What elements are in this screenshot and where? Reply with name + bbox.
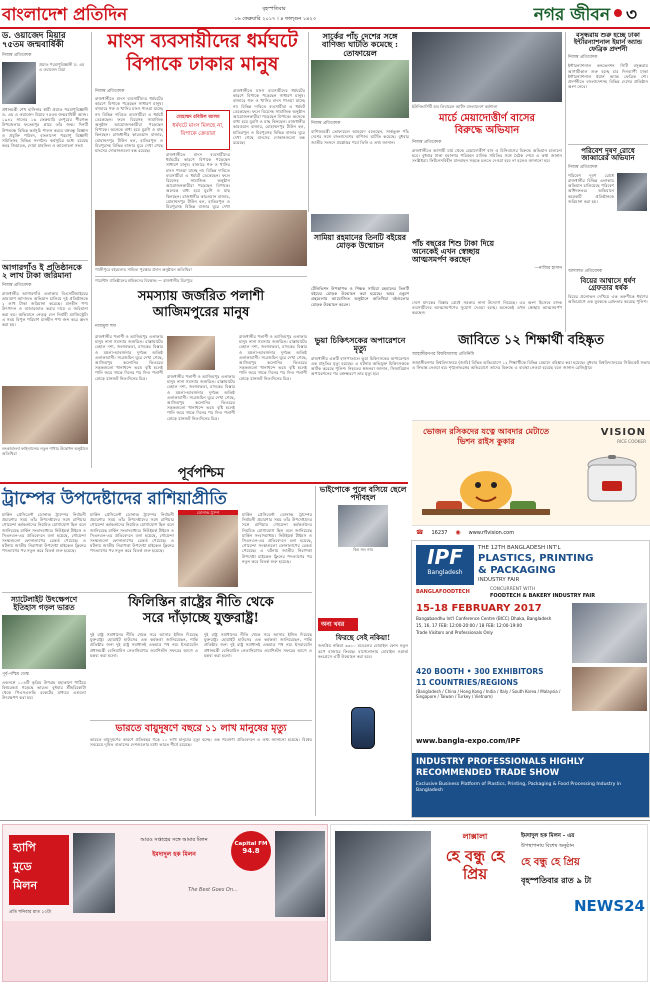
palashi-text-1: রাজধানীর পলাশী ও আজিমপুর এলাকার মানুষ নানা সমস্যায় জর্জরিত। রাস্তাঘাটের বেহাল দশা, জলাবদ্ধতা, মাদকের বিস্তার ও ময়লা-আবর্জনার দুর্গন্ধে অতিষ্ঠ এলাকাবাসী। সরেজমিন ঘুরে দেখা গেছে, আজিমপুর কলোনির ভিতরের সড়কগুলো খানাখন্দে ভরা। বৃষ্টি হলেই পানি জমে থাকে দিনের পর দিন। পলাশী মোড়ে যানজট নিত্যদিনের চিত্র। bbox=[95, 334, 163, 381]
ipf-banner-1: INDUSTRY PROFESSIONALS HIGHLY bbox=[416, 757, 585, 767]
trump-photo bbox=[178, 515, 238, 587]
saarc-text: বাণিজ্যমন্ত্রী তোফায়েল আহমেদ বলেছেন, সার্কভুক্ত পাঁচ দেশের সঙ্গে বাংলাদেশের বাণিজ্য ঘাটতি কমেছে। বুধবার জাতীয় সংসদে প্রশ্নোত্তর পর্বে তিনি এ তথ্য জানান। bbox=[311, 129, 409, 145]
palestine-title-1: ফিলিস্তিন রাষ্ট্রের নীতি থেকে bbox=[128, 595, 274, 610]
ipf-url[interactable]: www.bangla-expo.com/IPF bbox=[416, 737, 521, 745]
section-title: নগর জীবন bbox=[533, 5, 610, 25]
india-title: ভারতে বায়ুদূষণে বছরে ১১ লাখ মানুষের মৃত্যু bbox=[115, 723, 287, 734]
masthead-logo: বাংলাদেশ প্রতিদিন bbox=[2, 5, 128, 25]
phone-icon: ☎ bbox=[416, 529, 424, 536]
masthead-day: বৃহস্পতিবার bbox=[262, 6, 286, 12]
capital-fm-sub: প্রতি শনিবার রাত ১০টা bbox=[9, 910, 51, 915]
ipf-banner-3: Exclusive Business Platform of Plastics, Printing, Packaging & Food Processing Industry in Bangladesh bbox=[416, 782, 621, 793]
rule-right-1 bbox=[568, 144, 648, 145]
obituary-title: ড. ওয়াজেদ মিয়ার ৭৫তম জন্মবার্ষিকী bbox=[2, 31, 66, 50]
lead-headline bbox=[95, 32, 310, 84]
trump-text-3: মার্কিন প্রেসিডেন্ট ডোনাল্ড ট্রাম্পের নির্বাচনী প্রচারণার সময় তাঁর উপদেষ্টাদের সঙ্গে রাশিয়ার গোয়েন্দা কর্মকর্তাদের নিয়মিত যোগাযোগ ছিল বলে জানিয়েছে মার্কিন সংবাদমাধ্যম। নিউইয়র্ক টাইমস ও সিএনএন-এর প্রতিবেদনে বলা হয়েছে, গোয়েন্দা সংস্থাগুলো ফোনালাপের রেকর্ড পেয়েছে। এ ঘটনায় জাতীয় নিরাপত্তা উপদেষ্টা মাইকেল ফ্লিনের পদত্যাগের পর নতুন করে বিতর্ক শুরু হয়েছে। bbox=[242, 512, 312, 564]
bhaijan-title: ভাইপোকে পুলে বসিয়ে ছেলে পর্দাবহল bbox=[319, 485, 407, 502]
jabi-byline: জাহাঙ্গীরনগর বিশ্ববিদ্যালয় প্রতিনিধি bbox=[412, 351, 475, 357]
pollution-byline: নিজস্ব প্রতিবেদক bbox=[568, 164, 598, 170]
palestine-text-1: দুই রাষ্ট্র সমাধানের নীতি থেকে সরে আসার ইঙ্গিত দিয়েছে যুক্তরাষ্ট্র। হোয়াইট হাউসের এক কর্মকর্তা জানিয়েছেন, শান্তি প্রতিষ্ঠার জন্য দুই রাষ্ট্র সমাধানই একমাত্র পথ নয়। ইসরায়েলি প্রধানমন্ত্রী বেনিয়ামিন নেতানিয়াহুর ওয়াশিংটন সফরের আগে এ মন্তব্য করা হলো। bbox=[90, 632, 198, 658]
march-byline: নিজস্ব প্রতিবেদক bbox=[412, 140, 442, 145]
pollution-photo bbox=[617, 173, 647, 211]
ipf-venue: Bangabandhu Int'l Conference Centre (BICC) Dhaka, Bangladesh bbox=[416, 616, 552, 621]
vision-headline: ভোজন রসিকদের যত্নে আবদার মেটাতে ভিশন রাইস কুকার bbox=[423, 426, 549, 446]
saarc-story bbox=[311, 32, 409, 212]
capital-fm-ad[interactable] bbox=[2, 824, 328, 982]
pollution-title: পরিবেশ দূষণ রোধে জাব্বারের অভিযান bbox=[581, 146, 635, 163]
satellite-byline: পূর্ব-পশ্চিম ডেস্ক bbox=[2, 671, 29, 677]
bhua-text: রাজধানীর একটি হাসপাতালে ভুয়া চিকিৎসকের অপারেশনে এক প্রসূতির মৃত্যু হয়েছে। এ ঘটনায় অভিযুক্ত চিকিৎসককে আটক করেছে পুলিশ। নিহতের স্বজনরা জানান, সিজারিয়ান অপারেশনের পর রক্তক্ষরণে তার মৃত্যু হয়। bbox=[311, 355, 409, 377]
milon-photo-left bbox=[73, 833, 115, 913]
bhaijan-story bbox=[318, 486, 408, 616]
rule-h-1 bbox=[95, 276, 307, 277]
capital-fm-slogan: The Best Goes On... bbox=[188, 887, 238, 893]
ipf-country-list: (Bangladesh / China / Hong Kong / India / Italy / South Korea / Malaysia / Singapore / Taiwan / Turkey / Vietnam) bbox=[416, 689, 561, 699]
bookfair-caption: গাজীপুরে বইমেলায় সাহিত্য পুরস্কার প্রদান অনুষ্ঠানে অতিথিরা bbox=[95, 267, 192, 272]
masthead-date: ১৬ ফেব্রুয়ারি ২০১৭ । ৪ ফাল্গুন ১৪২৩ bbox=[234, 16, 316, 22]
nomination-title-3: আত্মসমর্পণ করছেন bbox=[412, 254, 471, 264]
news24-brand: লাক্সালা bbox=[462, 832, 488, 841]
news24-ad[interactable] bbox=[330, 824, 648, 982]
nomination-story bbox=[412, 240, 562, 298]
trump-headline: ট্রাম্পের উপদেষ্টাদের রাশিয়াপ্রীতি bbox=[2, 489, 227, 509]
ipf-concurrent-label: CONCURRENT WITH bbox=[490, 587, 536, 592]
lead-quote: ধর্মঘটে মাংস মিলছে না, বিপাকে ক্রেতারা bbox=[172, 123, 224, 137]
rule-h-2 bbox=[2, 592, 312, 593]
jabi-text: জাহাঙ্গীরনগর বিশ্ববিদ্যালয়ে (জাবি) বিভিন্ন অভিযোগে ১২ শিক্ষার্থীকে বিভিন্ন মেয়াদে বহিষ্কার করা হয়েছে। বুধবার বিশ্ববিদ্যালয়ের সিন্ডিকেট সভায় এ সিদ্ধান্ত নেওয়া হয়। শৃঙ্খলাভঙ্গের অভিযোগে তাদের বিরুদ্ধে এ ব্যবস্থা নেওয়া হয়েছে বলে জানান রেজিস্ট্রার। bbox=[412, 359, 650, 370]
ipf-stats bbox=[416, 667, 566, 727]
ipf-visitors: Trade Visitors and Professionals Only bbox=[416, 630, 493, 635]
trump-caption: ডোনাল্ড ট্রাম্প bbox=[178, 510, 238, 515]
march-title-2: বিরুদ্ধে অভিযান bbox=[454, 124, 520, 136]
lead-quote-label: মোহাম্মদ রবিউল আলম bbox=[176, 115, 220, 120]
nomination-text: দেশে মাদকের বিস্তার রোধে সরকার নানা উদ্যোগ নিয়েছে। এর অংশ হিসেবে মাদক ব্যবসায়ীদের আত্মসমর্পণের সুযোগ দেওয়া হচ্ছে। অনেকেই এখন স্বেচ্ছায় আত্মসমর্পণ করছেন। bbox=[412, 300, 562, 316]
ipf-machine-photo bbox=[572, 603, 647, 663]
rule-vertical-4 bbox=[315, 486, 316, 816]
agargaon-text: রাজধানীর আগারগাঁও এলাকায় বিএসটিআইয়ের ভ্রাম্যমাণ আদালত অভিযান চালিয়ে দুই প্রতিষ্ঠানকে ২ লাখ টাকা জরিমানা করেছে। মানহীন পণ্য উৎপাদন ও বাজারজাত করার দায়ে এ জরিমানা করা হয়। অভিযানে নেতৃত্ব দেন নির্বাহী ম্যাজিস্ট্রেট। এ সময় বিপুল পরিমাণ মানহীন পণ্য জব্দ করে ধ্বংস করা হয়। bbox=[2, 290, 88, 327]
agargaon-title: আগারগাঁও ই প্রতিষ্ঠানকে ২ লাখ টাকা জরিমানা bbox=[2, 262, 82, 281]
samia-text-title: টেলিভিশন উপস্থাপক ও শিক্ষক সামিয়া রহমানের তিনটি বইয়ের মোড়ক উন্মোচন করা হয়েছে। অমর একুশে গ্রন্থমেলায় আয়োজিত অনুষ্ঠানে অতিথিরা বইগুলোর মোড়ক উন্মোচন করেন। bbox=[311, 286, 409, 307]
ipf-countries: 11 COUNTRIES/REGIONS bbox=[416, 678, 519, 687]
ipf-concurrent: FOODTECH & BAKERY INDUSTRY FAIR bbox=[490, 593, 596, 599]
satellite-photo bbox=[2, 615, 86, 669]
news24-promo-1: ইমদাদুল হক মিলন - এর bbox=[521, 833, 575, 839]
vision-illustration bbox=[422, 463, 550, 515]
rape-story bbox=[568, 268, 648, 334]
news24-promo-2: উপস্থাপনায় বিশেষ অনুষ্ঠান bbox=[521, 843, 574, 849]
ipf-logo-sub: Bangladesh bbox=[427, 569, 463, 576]
capital-fm-name: ইমদাদুল হক মিলন bbox=[152, 851, 196, 858]
uiu-photo bbox=[412, 32, 562, 102]
samia-photo bbox=[311, 214, 409, 232]
capital-fm-headline-1: হ্যাপি bbox=[13, 841, 36, 854]
vision-sub: RICE COOKER bbox=[617, 439, 646, 444]
rule-vertical-2 bbox=[308, 32, 309, 212]
lead-text-col1: রাজধানীতে মাংস ব্যবসায়ীদের ধর্মঘটের কারণে বিপাকে পড়েছেন সাধারণ মানুষ। বাজারে গরু ও খাসির মাংস পাওয়া যাচ্ছে না। বিভিন্ন দাবিতে ব্যবসায়ীরা এ ধর্মঘট ডেকেছেন। ফলে বিয়েসহ সামাজিক অনুষ্ঠান আয়োজনকারীরা পড়েছেন বিপাকে। অনেকে বাধ্য হয়ে মুরগি ও মাছ কিনছেন। রাজধানীর কারওয়ান বাজার, মোহাম্মদপুর টাউন হল, হাতিরপুল ও মিরপুরসহ বিভিন্ন বাজার ঘুরে দেখা গেছে মাংসের দোকানগুলো বন্ধ রয়েছে। bbox=[95, 96, 163, 154]
lead-byline: নিজস্ব প্রতিবেদক bbox=[95, 89, 125, 94]
bhua-story bbox=[311, 286, 409, 462]
palashi-text-3: রাজধানীর পলাশী ও আজিমপুর এলাকার মানুষ নানা সমস্যায় জর্জরিত। রাস্তাঘাটের বেহাল দশা, জলাবদ্ধতা, মাদকের বিস্তার ও ময়লা-আবর্জনার দুর্গন্ধে অতিষ্ঠ এলাকাবাসী। সরেজমিন ঘুরে দেখা গেছে, আজিমপুর কলোনির ভিতরের সড়কগুলো খানাখন্দে ভরা। বৃষ্টি হলেই পানি জমে থাকে দিনের পর দিন। পলাশী মোড়ে যানজট নিত্যদিনের চিত্র। bbox=[239, 334, 307, 381]
purbapaschim-label: পূর্বপশ্চিম bbox=[177, 466, 225, 481]
ipf-spools-photo bbox=[572, 667, 647, 711]
rape-title: বিয়ের আশ্বাসে ধর্ষণ গ্রেফতার ধর্ষক bbox=[580, 276, 636, 293]
news24-show: হে বন্ধু হে প্রিয় bbox=[521, 857, 580, 868]
yarn-story bbox=[568, 32, 648, 142]
bhua-title: ভুয়া চিকিৎসকের অপারেশনে মৃত্যু bbox=[314, 335, 406, 354]
section-dot bbox=[614, 9, 622, 17]
lead-headline-2: বিপাকে ঢাকার মানুষ bbox=[126, 52, 279, 75]
vision-phone: 16237 bbox=[431, 529, 448, 536]
capital-fm-frequency: 94.8 bbox=[242, 847, 260, 855]
vision-footer bbox=[412, 525, 650, 539]
jabi-title: জাবিতে ১২ শিক্ষার্থী বহিষ্কৃত bbox=[458, 333, 604, 348]
nomination-title-2: অনেকেই এখন স্বেচ্ছায় bbox=[412, 246, 480, 256]
ipf-booths: 420 BOOTH • 300 EXHIBITORS bbox=[416, 667, 544, 676]
satellite-title: স্যাটেলাইট উৎক্ষেপণে ইতিহাস গড়ল ভারত bbox=[10, 595, 78, 612]
satellite-story bbox=[2, 596, 86, 816]
lead-headline-1: মাংস ব্যবসায়ীদের ধর্মঘটে bbox=[107, 30, 298, 52]
ipf-logo bbox=[416, 545, 474, 585]
lankabangla-photo bbox=[2, 386, 88, 444]
pollution-story bbox=[568, 147, 648, 267]
capital-fm-headline-2: মুডে bbox=[13, 860, 32, 873]
milon-photo-right bbox=[275, 831, 325, 917]
yarn-byline: নিজস্ব প্রতিবেদক bbox=[568, 55, 598, 61]
purbapaschim-rule bbox=[0, 482, 408, 484]
obituary-photo bbox=[2, 62, 36, 104]
capital-fm-logo bbox=[231, 831, 271, 871]
agargaon-byline: নিজস্ব প্রতিবেদক bbox=[2, 282, 32, 288]
bhaijan-photo bbox=[338, 505, 388, 547]
ipf-title-1: PLASTICS, PRINTING bbox=[478, 553, 594, 564]
rape-text: বিয়ের প্রলোভন দেখিয়ে এক তরুণীকে ধর্ষণের অভিযোগে এক যুবককে গ্রেফতার করেছে পুলিশ। bbox=[568, 293, 648, 304]
bottom-rule bbox=[0, 820, 650, 821]
palashi-text-2: রাজধানীর পলাশী ও আজিমপুর এলাকার মানুষ নানা সমস্যায় জর্জরিত। রাস্তাঘাটের বেহাল দশা, জলাবদ্ধতা, মাদকের বিস্তার ও ময়লা-আবর্জনার দুর্গন্ধে অতিষ্ঠ এলাকাবাসী। সরেজমিন ঘুরে দেখা গেছে, আজিমপুর কলোনির ভিতরের সড়কগুলো খানাখন্দে ভরা। বৃষ্টি হলেই পানি জমে থাকে দিনের পর দিন। পলাশী মোড়ে যানজট নিত্যদিনের চিত্র। bbox=[167, 374, 235, 421]
capital-fm-footer bbox=[3, 921, 327, 981]
palashi-byline: নাজমুল হুদা bbox=[95, 324, 117, 330]
palashi-title-2: আজিমপুরের মানুষ bbox=[152, 304, 250, 320]
obituary-byline: নিজস্ব প্রতিবেদক bbox=[2, 52, 32, 58]
rape-byline: আদালত প্রতিবেদক bbox=[568, 269, 603, 274]
uiu-caption: ইউনিভার্সিটি অব লিবারেল আর্টস বাংলাদেশে কর্মশালা bbox=[412, 104, 498, 109]
rule-vertical-1 bbox=[91, 32, 92, 468]
palestine-story bbox=[90, 596, 312, 716]
bhaijan-caption: কিম জং নাম bbox=[353, 546, 373, 552]
pollution-text: পরিবেশ দূষণ রোধে রাজধানীর বিভিন্ন এলাকায় অভিযান চালিয়েছে পরিবেশ অধিদফতর। অভিযানে কয়েকটি প্রতিষ্ঠানকে জরিমানা করা হয়। bbox=[568, 172, 614, 204]
milon-photo-news24 bbox=[335, 831, 431, 941]
capital-fm-headline-3: মিলন bbox=[13, 879, 38, 892]
ipf-title-small: THE 12TH BANGLADESH INT'L bbox=[478, 545, 561, 551]
obituary-caption: প্রয়াত পরমাণুবিজ্ঞানী ড. এম এ ওয়াজেদ মিয়া bbox=[39, 61, 85, 72]
yarn-text: ইন্টারন্যাশনাল কনভেনশন সিটি বসুন্ধরায় আগামীকাল শুরু হচ্ছে চার দিনব্যাপী ঢাকা ইন্টারন্যাশনাল ইয়ার্ন অ্যান্ড ফেব্রিক শো। প্রদর্শনীতে বাংলাদেশসহ বিভিন্ন দেশের প্রতিষ্ঠান অংশ নেবে। bbox=[568, 63, 648, 90]
vision-web[interactable]: www.rflvision.com bbox=[468, 529, 515, 536]
palestine-text-2: দুই রাষ্ট্র সমাধানের নীতি থেকে সরে আসার ইঙ্গিত দিয়েছে যুক্তরাষ্ট্র। হোয়াইট হাউসের এক কর্মকর্তা জানিয়েছেন, শান্তি প্রতিষ্ঠার জন্য দুই রাষ্ট্র সমাধানই একমাত্র পথ নয়। ইসরায়েলি প্রধানমন্ত্রী বেনিয়ামিন নেতানিয়াহুর ওয়াশিংটন সফরের আগে এ মন্তব্য করা হলো। bbox=[204, 632, 312, 658]
news24-time: বৃহস্পতিবার রাত ৯ টা bbox=[521, 876, 592, 885]
ipf-dates-box bbox=[416, 603, 566, 665]
samia-story bbox=[311, 214, 409, 284]
rule-h-3 bbox=[90, 720, 312, 721]
vision-brand: VISION bbox=[600, 427, 646, 438]
globe-icon: ◉ bbox=[455, 529, 461, 536]
nokia-phone-icon bbox=[351, 707, 375, 749]
satellite-text: একসঙ্গে ১০৪টি কৃত্রিম উপগ্রহ মহাকাশে পাঠিয়ে বিশ্বরেকর্ড গড়েছে ভারত। বুধবার শ্রীহরিকোটা থেকে পিএসএলভি রকেটের মাধ্যমে এগুলো উৎক্ষেপণ করা হয়। bbox=[2, 679, 86, 701]
palashi-photo bbox=[167, 336, 215, 370]
capital-fm-station: Capital FM bbox=[234, 841, 268, 847]
onno-text: জনপ্রিয় নকিয়া ৩৩১০ মডেলের মোবাইল ফোন নতুন রূপে বাজারে ফিরছে। বার্সেলোনায় মোবাইল ওয়ার্ল্ড কংগ্রেসে এটি উন্মোচন করা হবে। bbox=[318, 643, 408, 659]
lead-quote-box bbox=[166, 110, 230, 150]
nomination-title-1: পাঁচ বছরের শিশু টাকা দিয়ে bbox=[412, 239, 494, 248]
trump-text-1: মার্কিন প্রেসিডেন্ট ডোনাল্ড ট্রাম্পের নির্বাচনী প্রচারণার সময় তাঁর উপদেষ্টাদের সঙ্গে রাশিয়ার গোয়েন্দা কর্মকর্তাদের নিয়মিত যোগাযোগ ছিল বলে জানিয়েছে মার্কিন সংবাদমাধ্যম। নিউইয়র্ক টাইমস ও সিএনএন-এর প্রতিবেদনে বলা হয়েছে, গোয়েন্দা সংস্থাগুলো ফোনালাপের রেকর্ড পেয়েছে। এ ঘটনায় জাতীয় নিরাপত্তা উপদেষ্টা মাইকেল ফ্লিনের পদত্যাগের পর নতুন করে বিতর্ক শুরু হয়েছে। bbox=[2, 512, 86, 554]
saarc-title: সার্কের পাঁচ দেশের সঙ্গে বাণিজ্য ঘাটতি কমেছে : তোফায়েল bbox=[322, 31, 398, 58]
rule-left-1 bbox=[2, 260, 88, 261]
capital-fm-headline bbox=[9, 835, 69, 905]
capital-fm-tag: আরও সপ্তাহের সঙ্গে আমার মিলন bbox=[140, 837, 208, 843]
palashi-title-1: সমস্যায় জর্জরিত পলাশী bbox=[137, 289, 265, 304]
obituary-text: প্রধানমন্ত্রী শেখ হাসিনার স্বামী প্রয়াত পরমাণুবিজ্ঞানী ড. এম এ ওয়াজেদ মিয়ার ৭৫তম জন্মবার্ষিকী আজ। ১৯৪২ সালের ১৬ ফেব্রুয়ারি রংপুরের পীরগঞ্জ উপজেলার ফতেহপুর গ্রামে তাঁর জন্ম। দিনটি উপলক্ষে বিভিন্ন কর্মসূচি পালন করবে বঙ্গবন্ধু বিজ্ঞান ও প্রযুক্তি পরিষদ, বাংলাদেশ পরমাণু বিজ্ঞানী সমিতিসহ বিভিন্ন সংগঠন। কর্মসূচির মধ্যে রয়েছে কবর জিয়ারত, দোয়া মাহফিল ও আলোচনা সভা। bbox=[2, 106, 88, 149]
ipf-title-sub: INDUSTRY FAIR bbox=[478, 577, 520, 583]
india-story bbox=[90, 724, 312, 816]
masthead bbox=[0, 0, 650, 28]
yarn-title: বসুন্ধরায় শুরু হচ্ছে ঢাকা ইন্টারন্যাশনাল ইয়ার্ন অ্যান্ড ফেব্রিক প্রদর্শনী bbox=[573, 31, 643, 53]
vision-ad[interactable] bbox=[412, 420, 650, 538]
onno-title: ফিরছে সেই নকিয়া! bbox=[335, 633, 391, 642]
ipf-foodtech: BANGLAFOODTECH bbox=[416, 589, 470, 595]
ipf-logo-text: IPF bbox=[427, 545, 463, 569]
ipf-hours: 15, 16, 17 FEB: 12:00-20:00 / 18 FEB: 12:00-19:00 bbox=[416, 623, 523, 628]
page-number: ৩ bbox=[626, 5, 638, 25]
ipf-ad[interactable] bbox=[411, 540, 650, 818]
nomination-byline: —নাজির হাসান bbox=[534, 265, 562, 271]
trump-text-2: মার্কিন প্রেসিডেন্ট ডোনাল্ড ট্রাম্পের নির্বাচনী প্রচারণার সময় তাঁর উপদেষ্টাদের সঙ্গে রাশিয়ার গোয়েন্দা কর্মকর্তাদের নিয়মিত যোগাযোগ ছিল বলে জানিয়েছে মার্কিন সংবাদমাধ্যম। নিউইয়র্ক টাইমস ও সিএনএন-এর প্রতিবেদনে বলা হয়েছে, গোয়েন্দা সংস্থাগুলো ফোনালাপের রেকর্ড পেয়েছে। এ ঘটনায় জাতীয় নিরাপত্তা উপদেষ্টা মাইকেল ফ্লিনের পদত্যাগের পর নতুন করে বিতর্ক শুরু হয়েছে। bbox=[90, 512, 174, 554]
lankabangla-caption: লংকাবাংলা ফাইন্যান্সের নতুন শাখার উদ্বোধন অনুষ্ঠানে অতিথিরা bbox=[2, 446, 88, 456]
obituary-story bbox=[2, 32, 88, 258]
ipf-banner bbox=[412, 753, 649, 817]
palashi-story bbox=[95, 290, 307, 460]
garments-caption: গার্মেন্টস প্রতিষ্ঠানের শ্রমিকদের বিক্ষোভ — রাজধানীর মিরপুরে bbox=[95, 278, 193, 283]
india-text: ভারতে বায়ুদূষণের কারণে প্রতিবছর গড়ে ১১ লাখ মানুষের মৃত্যু হচ্ছে। এক গবেষণা প্রতিবেদনে এ তথ্য জানানো হয়েছে। বিশ্বের সবচেয়ে দূষিত বাতাসের দেশগুলোর মধ্যে ভারত শীর্ষে রয়েছে। bbox=[90, 736, 312, 748]
march-title-1: মার্চে মেয়াদোত্তীর্ণ বাসের bbox=[438, 113, 536, 124]
samia-title: সামিয়া রহমানের তিনটি বইয়ের মোড়ক উন্মোচন bbox=[313, 233, 406, 250]
saarc-photo bbox=[311, 60, 409, 118]
saarc-byline: নিজস্ব প্রতিবেদক bbox=[311, 121, 341, 127]
news24-title-art: হে বন্ধু হে প্রিয় bbox=[445, 847, 505, 883]
march-text: রাজধানীতে আগামী মার্চ থেকে মেয়াদোত্তীর্ণ বাস ও মিনিবাসের বিরুদ্ধে অভিযান চালানো হবে। বুধবার ঢাকা মহানগর পরিবহন মালিক সমিতির সঙ্গে বৈঠক শেষে এ কথা জানান সংশ্লিষ্টরা। ফিটনেসবিহীন যানবাহন সড়কে চলতে দেওয়া হবে না বলেও জানানো হয়। bbox=[412, 148, 562, 164]
ipf-banner-2: RECOMMENDED TRADE SHOW bbox=[416, 768, 560, 778]
lead-text-col2: রাজধানীতে মাংস ব্যবসায়ীদের ধর্মঘটের কারণে বিপাকে পড়েছেন সাধারণ মানুষ। বাজারে গরু ও খাসির মাংস পাওয়া যাচ্ছে না। বিভিন্ন দাবিতে ব্যবসায়ীরা এ ধর্মঘট ডেকেছেন। ফলে বিয়েসহ সামাজিক অনুষ্ঠান আয়োজনকারীরা পড়েছেন বিপাকে। অনেকে বাধ্য হয়ে মুরগি ও মাছ কিনছেন। রাজধানীর কারওয়ান বাজার, মোহাম্মদপুর টাউন হল, হাতিরপুল ও মিরপুরসহ বিভিন্ন বাজার ঘুরে দেখা bbox=[166, 152, 230, 210]
rice-cooker-icon bbox=[582, 451, 642, 509]
palestine-title-2: সরে দাঁড়াচ্ছে যুক্তরাষ্ট্র! bbox=[142, 610, 260, 626]
agargaon-story bbox=[2, 263, 88, 383]
onno-khobor bbox=[318, 618, 408, 816]
lead-text-col3: রাজধানীতে মাংস ব্যবসায়ীদের ধর্মঘটের কারণে বিপাকে পড়েছেন সাধারণ মানুষ। বাজারে গরু ও খাসির মাংস পাওয়া যাচ্ছে না। বিভিন্ন দাবিতে ব্যবসায়ীরা এ ধর্মঘট ডেকেছেন। ফলে বিয়েসহ সামাজিক অনুষ্ঠান আয়োজনকারীরা পড়েছেন বিপাকে। অনেকে বাধ্য হয়ে মুরগি ও মাছ কিনছেন। রাজধানীর কারওয়ান বাজার, মোহাম্মদপুর টাউন হল, হাতিরপুল ও মিরপুরসহ বিভিন্ন বাজার ঘুরে দেখা গেছে মাংসের দোকানগুলো বন্ধ রয়েছে। bbox=[233, 88, 306, 146]
masthead-rule bbox=[0, 27, 650, 29]
bookfair-photo bbox=[95, 210, 307, 266]
ipf-title-2: & PACKAGING bbox=[478, 565, 556, 576]
ipf-dates: 15-18 FEBRUARY 2017 bbox=[416, 603, 542, 614]
onno-label: অন্য খবর bbox=[318, 618, 358, 631]
news24-logo: NEWS24 bbox=[573, 897, 645, 915]
trump-photo-wrap bbox=[178, 510, 238, 590]
rule-vertical-3 bbox=[565, 32, 566, 332]
